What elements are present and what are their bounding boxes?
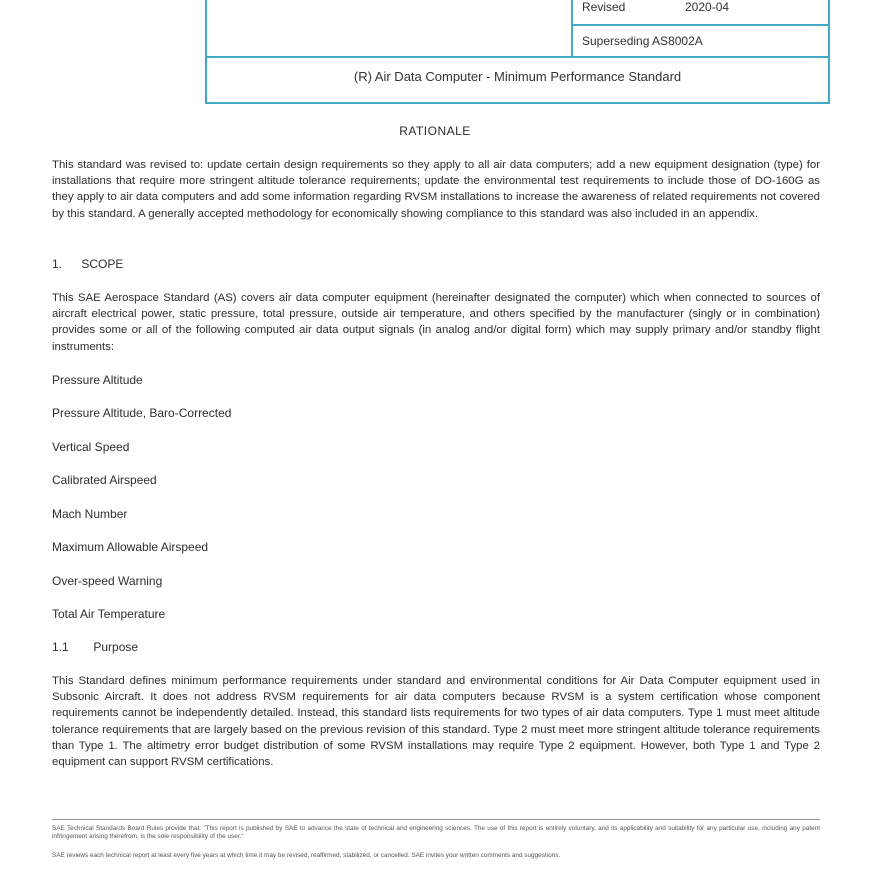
output-item-mach-number: Mach Number <box>52 507 128 521</box>
header-top-row <box>207 0 828 58</box>
scope-heading <box>52 257 123 271</box>
rationale-paragraph: This standard was revised to: update certain design requirements so they apply to all air data computers; add a new equipment designation (type) for installations that require more stringent altitude tolerance requirements; update the environmental test requirements to include those of DO-160G as they apply to air data computers and add some information regarding RVSM installations to increase the awareness of related requirements not covered by this standard. A generally accepted methodology for economically showing compliance to this standard was also included in an appendix. <box>52 159 820 220</box>
footer-review-notice: SAE reviews each technical report at least every five years at which time it may be revised, reaffirmed, stabilized, or cancelled. SAE invites your written comments and suggestions. <box>52 852 561 859</box>
output-item-calibrated-airspeed: Calibrated Airspeed <box>52 473 157 487</box>
purpose-paragraph: This Standard defines minimum performance requirements under standard and environmental conditions for Air Data Computer equipment used in Subsonic Aircraft. It does not address RVSM requirements for air data computers because RVSM is a system certification whose component requirements cannot be independently detailed. Instead, this standard lists requirements for two types of air data computers. Type 1 must meet altitude tolerance requirements that are largely based on the previous revision of this standard. Type 2 must meet more stringent altitude tolerance requirements than Type 1. The altimetry error budget distribution of some RVSM installations may require Type 2 equipment. However, both Type 1 and Type 2 equipment can support RVSM certifications. <box>52 675 820 769</box>
document-header-box <box>205 0 830 104</box>
footer-divider <box>52 819 820 820</box>
rationale-heading: RATIONALE <box>399 124 471 138</box>
output-item-pressure-altitude: Pressure Altitude <box>52 373 143 387</box>
purpose-number: 1.1 <box>52 640 69 654</box>
scope-title: SCOPE <box>81 257 124 271</box>
output-item-total-air-temperature: Total Air Temperature <box>52 607 166 621</box>
output-item-vertical-speed: Vertical Speed <box>52 440 130 454</box>
footer-disclaimer: SAE Technical Standards Board Rules provide that: "This report is published by SAE to advance the state of technical and engineering sciences. The use of this report is entirely voluntary, and its applicability and suitability for any particular use, including any patent infringement arising therefrom, is the sole responsibility of the user." <box>52 825 820 841</box>
superseding-text: Superseding AS8002A <box>582 34 703 48</box>
output-item-baro-corrected: Pressure Altitude, Baro-Corrected <box>52 406 232 420</box>
revised-label: Revised <box>582 0 626 14</box>
output-item-max-allowable-airspeed: Maximum Allowable Airspeed <box>52 540 209 554</box>
purpose-title: Purpose <box>93 640 139 654</box>
scope-number: 1. <box>52 257 63 271</box>
header-horizontal-divider <box>573 24 828 26</box>
header-vertical-divider <box>571 0 573 56</box>
output-item-over-speed-warning: Over-speed Warning <box>52 574 163 588</box>
purpose-heading <box>52 640 138 654</box>
revised-date: 2020-04 <box>685 0 730 14</box>
document-title: (R) Air Data Computer - Minimum Performance Standard <box>353 69 682 84</box>
scope-paragraph: This SAE Aerospace Standard (AS) covers air data computer equipment (hereinafter designated the computer) which when connected to sources of aircraft electrical power, static pressure, total pressure, outside air temperature, and others specified by the manufacturer (singly or in combination) provides some or all of the following computed air data output signals (in analog and/or digital form) which may supply primary and/or standby flight instruments: <box>52 292 820 353</box>
